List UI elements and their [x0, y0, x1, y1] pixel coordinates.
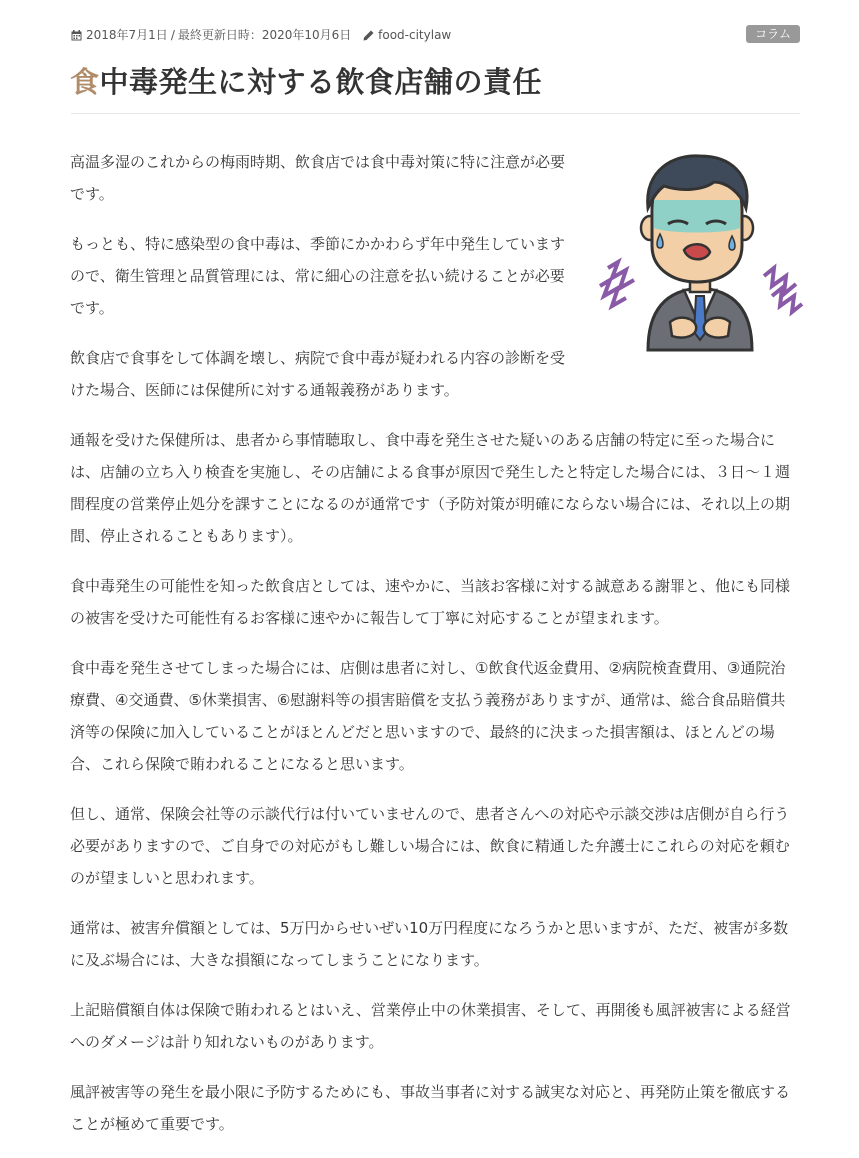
post-author-text[interactable]: food-citylaw [378, 28, 452, 42]
article-paragraph: 通常は、被害弁償額としては、5万円からせいぜい10万円程度になろうかと思いますが、ただ、被害が多数に及ぶ場合には、大きな損額になってしまうことになります。 [70, 919, 789, 969]
article-paragraph: 高温多湿のこれからの梅雨時期、飲食店では食中毒対策に特に注意が必要です。 [70, 153, 566, 203]
calendar-icon [71, 30, 82, 41]
pencil-icon [363, 30, 374, 41]
article-paragraph: 但し、通常、保険会社等の示談代行は付いていませんので、患者さんへの対応や示談交渉は店側が自ら行う必要がありますので、ご自身での対応がもし難しい場合には、飲食に精通した弁護士にこれらの対応を頼むのが望ましいと思われます。 [70, 805, 790, 887]
article-paragraph: 上記賠償額自体は保険で賄われるとはいえ、営業停止中の休業損害、そして、再開後も風評被害による経営へのダメージは計り知れないものがあります。 [70, 1001, 791, 1051]
category-badge[interactable]: コラム [746, 25, 800, 43]
article-body [70, 146, 798, 1158]
post-meta [71, 25, 800, 45]
post-date-text: 2018年7月1日 [86, 28, 168, 42]
article-paragraph: もっとも、特に感染型の食中毒は、季節にかかわらず年中発生していますので、衛生管理と品質管理には、常に細心の注意を払い続けることが必要です。 [70, 235, 566, 317]
article-paragraph: 通報を受けた保健所は、患者から事情聴取し、食中毒を発生させた疑いのある店舗の特定に至った場合には、店舗の立ち入り検査を実施し、その店舗による食事が原因で発生したと特定した場合には、３日～１週間程度の営業停止処分を課すことになるのが通常です（予防対策が明確にならない場合には、それ以上の期間、停止されることもあります）。 [70, 431, 791, 545]
page-title [70, 60, 542, 104]
meta-separator: / [170, 28, 175, 42]
post-updated-text: 最終更新日時：2020年10月6日 [177, 28, 352, 42]
title-divider [71, 113, 800, 114]
title-first-char: 食 [70, 65, 100, 99]
article-paragraph: 風評被害等の発生を最小限に予防するためにも、事故当事者に対する誠実な対応と、再発防止策を徹底することが極めて重要です。 [70, 1083, 791, 1133]
title-rest: 中毒発生に対する飲食店舗の責任 [99, 65, 543, 99]
post-author[interactable] [363, 25, 451, 45]
article-paragraph: 飲食店で食事をして体調を壊し、病院で食中毒が疑われる内容の診断を受けた場合、医師には保健所に対する通報義務があります。 [70, 349, 566, 399]
post-date [71, 25, 351, 45]
article-paragraph: 食中毒を発生させてしまった場合には、店側は患者に対し、①飲食代返金費用、②病院検査費用、③通院治療費、④交通費、⑤休業損害、⑥慰謝料等の損害賠償を支払う義務がありますが、通常は、総合食品賠償共済等の保険に加入していることがほとんどだと思いますので、最終的に決まった損害額は、ほとんどの場合、これら保険で賄われることになると思います。 [70, 659, 786, 773]
article-paragraph: 食中毒発生の可能性を知った飲食店としては、速やかに、当該お客様に対する誠意ある謝罪と、他にも同様の被害を受けた可能性有るお客様に速やかに報告して丁寧に対応することが望まれます。 [70, 577, 791, 627]
